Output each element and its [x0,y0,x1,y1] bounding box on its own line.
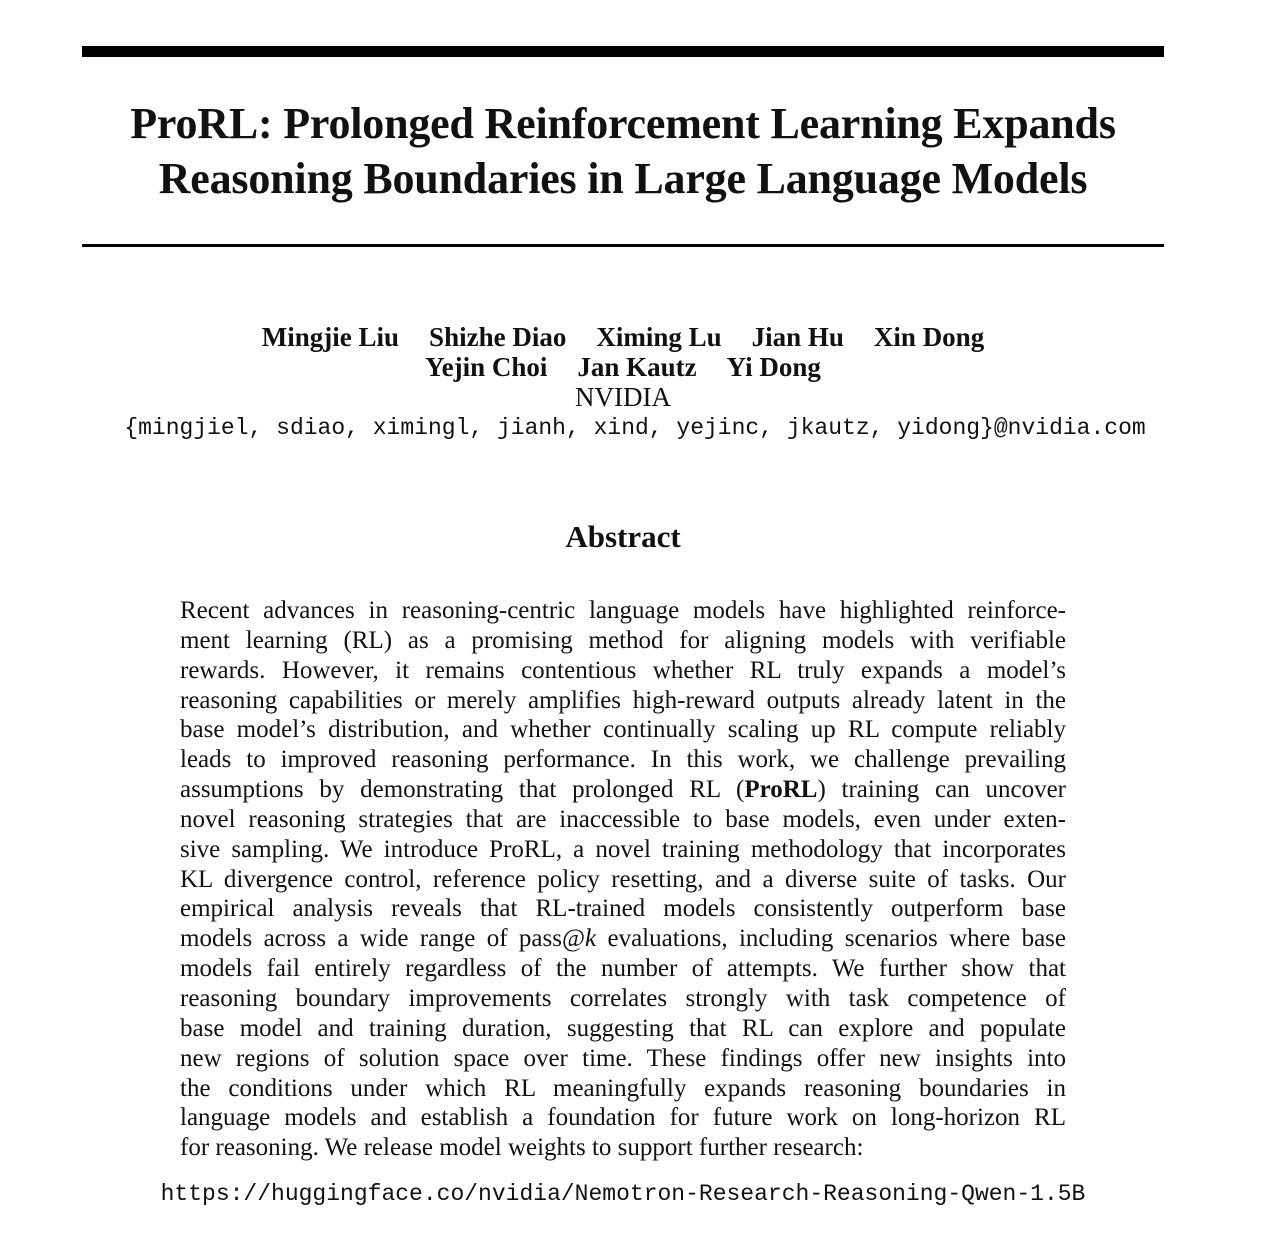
abstract-line: novel reasoning strategies that are inaccessible to base models, even under exten- [180,805,1066,833]
math-k: k [585,925,597,953]
abstract-line: Recent advances in reasoning-centric language models have highlighted reinforce- [180,597,1066,624]
abstract-body [180,596,1066,1163]
abstract-line: leads to improved reasoning performance. In this work, we challenge prevailing [180,746,1066,774]
prorl-bold-term: ProRL [744,776,818,804]
abstract-line: base model’s distribution, and whether continually scaling up RL compute reliably [180,716,1066,744]
abstract-line: the conditions under which RL meaningfully expands reasoning boundaries in [180,1074,1066,1102]
model-weights-link[interactable]: https://huggingface.co/nvidia/Nemotron-Research-Reasoning-Qwen-1.5B [160,1181,1086,1207]
abstract-line: for reasoning. We release model weights to support further research: [180,1134,864,1162]
title-top-rule [82,46,1164,57]
authors-row-1 [82,322,1164,352]
abstract-line: sive sampling. We introduce ProRL, a novel training methodology that incorporates [180,835,1066,863]
abstract-line: reasoning boundary improvements correlates strongly with task competence of [180,984,1066,1012]
author-name: Jian Hu [751,322,844,352]
title-bottom-rule [82,244,1164,247]
author-name: Yi Dong [726,352,821,382]
author-name: Mingjie Liu [261,322,400,352]
abstract-line: language models and establish a foundation for future work on long-horizon RL [180,1104,1066,1132]
abstract-line: ment learning (RL) as a promising method for aligning models with verifiable [180,626,1066,654]
abstract-line: KL divergence control, reference policy resetting, and a diverse suite of tasks. Our [180,865,1066,893]
abstract-line: new regions of solution space over time. These findings offer new insights into [180,1044,1066,1072]
abstract-line: models fail entirely regardless of the number of attempts. We further show that [180,955,1066,983]
paper-title-line-2: Reasoning Boundaries in Large Language Models [158,154,1088,203]
abstract-line: base model and training duration, suggesting that RL can explore and populate [180,1014,1066,1042]
abstract-line: empirical analysis reveals that RL-trained models consistently outperform base [180,895,1066,923]
author-emails: {mingjiel, sdiao, ximingl, jianh, xind, yejinc, jkautz, yidong}@nvidia.com [124,415,1146,441]
paper-title [82,96,1164,206]
abstract-line-prorl [180,775,1066,805]
abstract-line-passk [180,924,1066,954]
affiliation: NVIDIA [575,382,671,412]
author-name: Ximing Lu [596,322,722,352]
author-name: Jan Kautz [577,352,697,382]
authors-row-2 [82,352,1164,382]
author-name: Xin Dong [873,322,985,352]
abstract-line: rewards. However, it remains contentious whether RL truly expands a model’s [180,656,1066,684]
abstract-text: ) training can uncover [817,776,1066,804]
abstract-text: models across a wide range of pass@ [180,925,585,953]
abstract-text: evaluations, including scenarios where base [596,925,1066,953]
paper-title-line-1: ProRL: Prolonged Reinforcement Learning Expands [130,99,1116,148]
author-name: Shizhe Diao [429,322,567,352]
abstract-line: reasoning capabilities or merely amplifies high-reward outputs already latent in the [180,686,1066,714]
author-name: Yejin Choi [425,352,548,382]
abstract-text: assumptions by demonstrating that prolonged RL ( [180,776,745,804]
abstract-heading: Abstract [565,519,681,554]
